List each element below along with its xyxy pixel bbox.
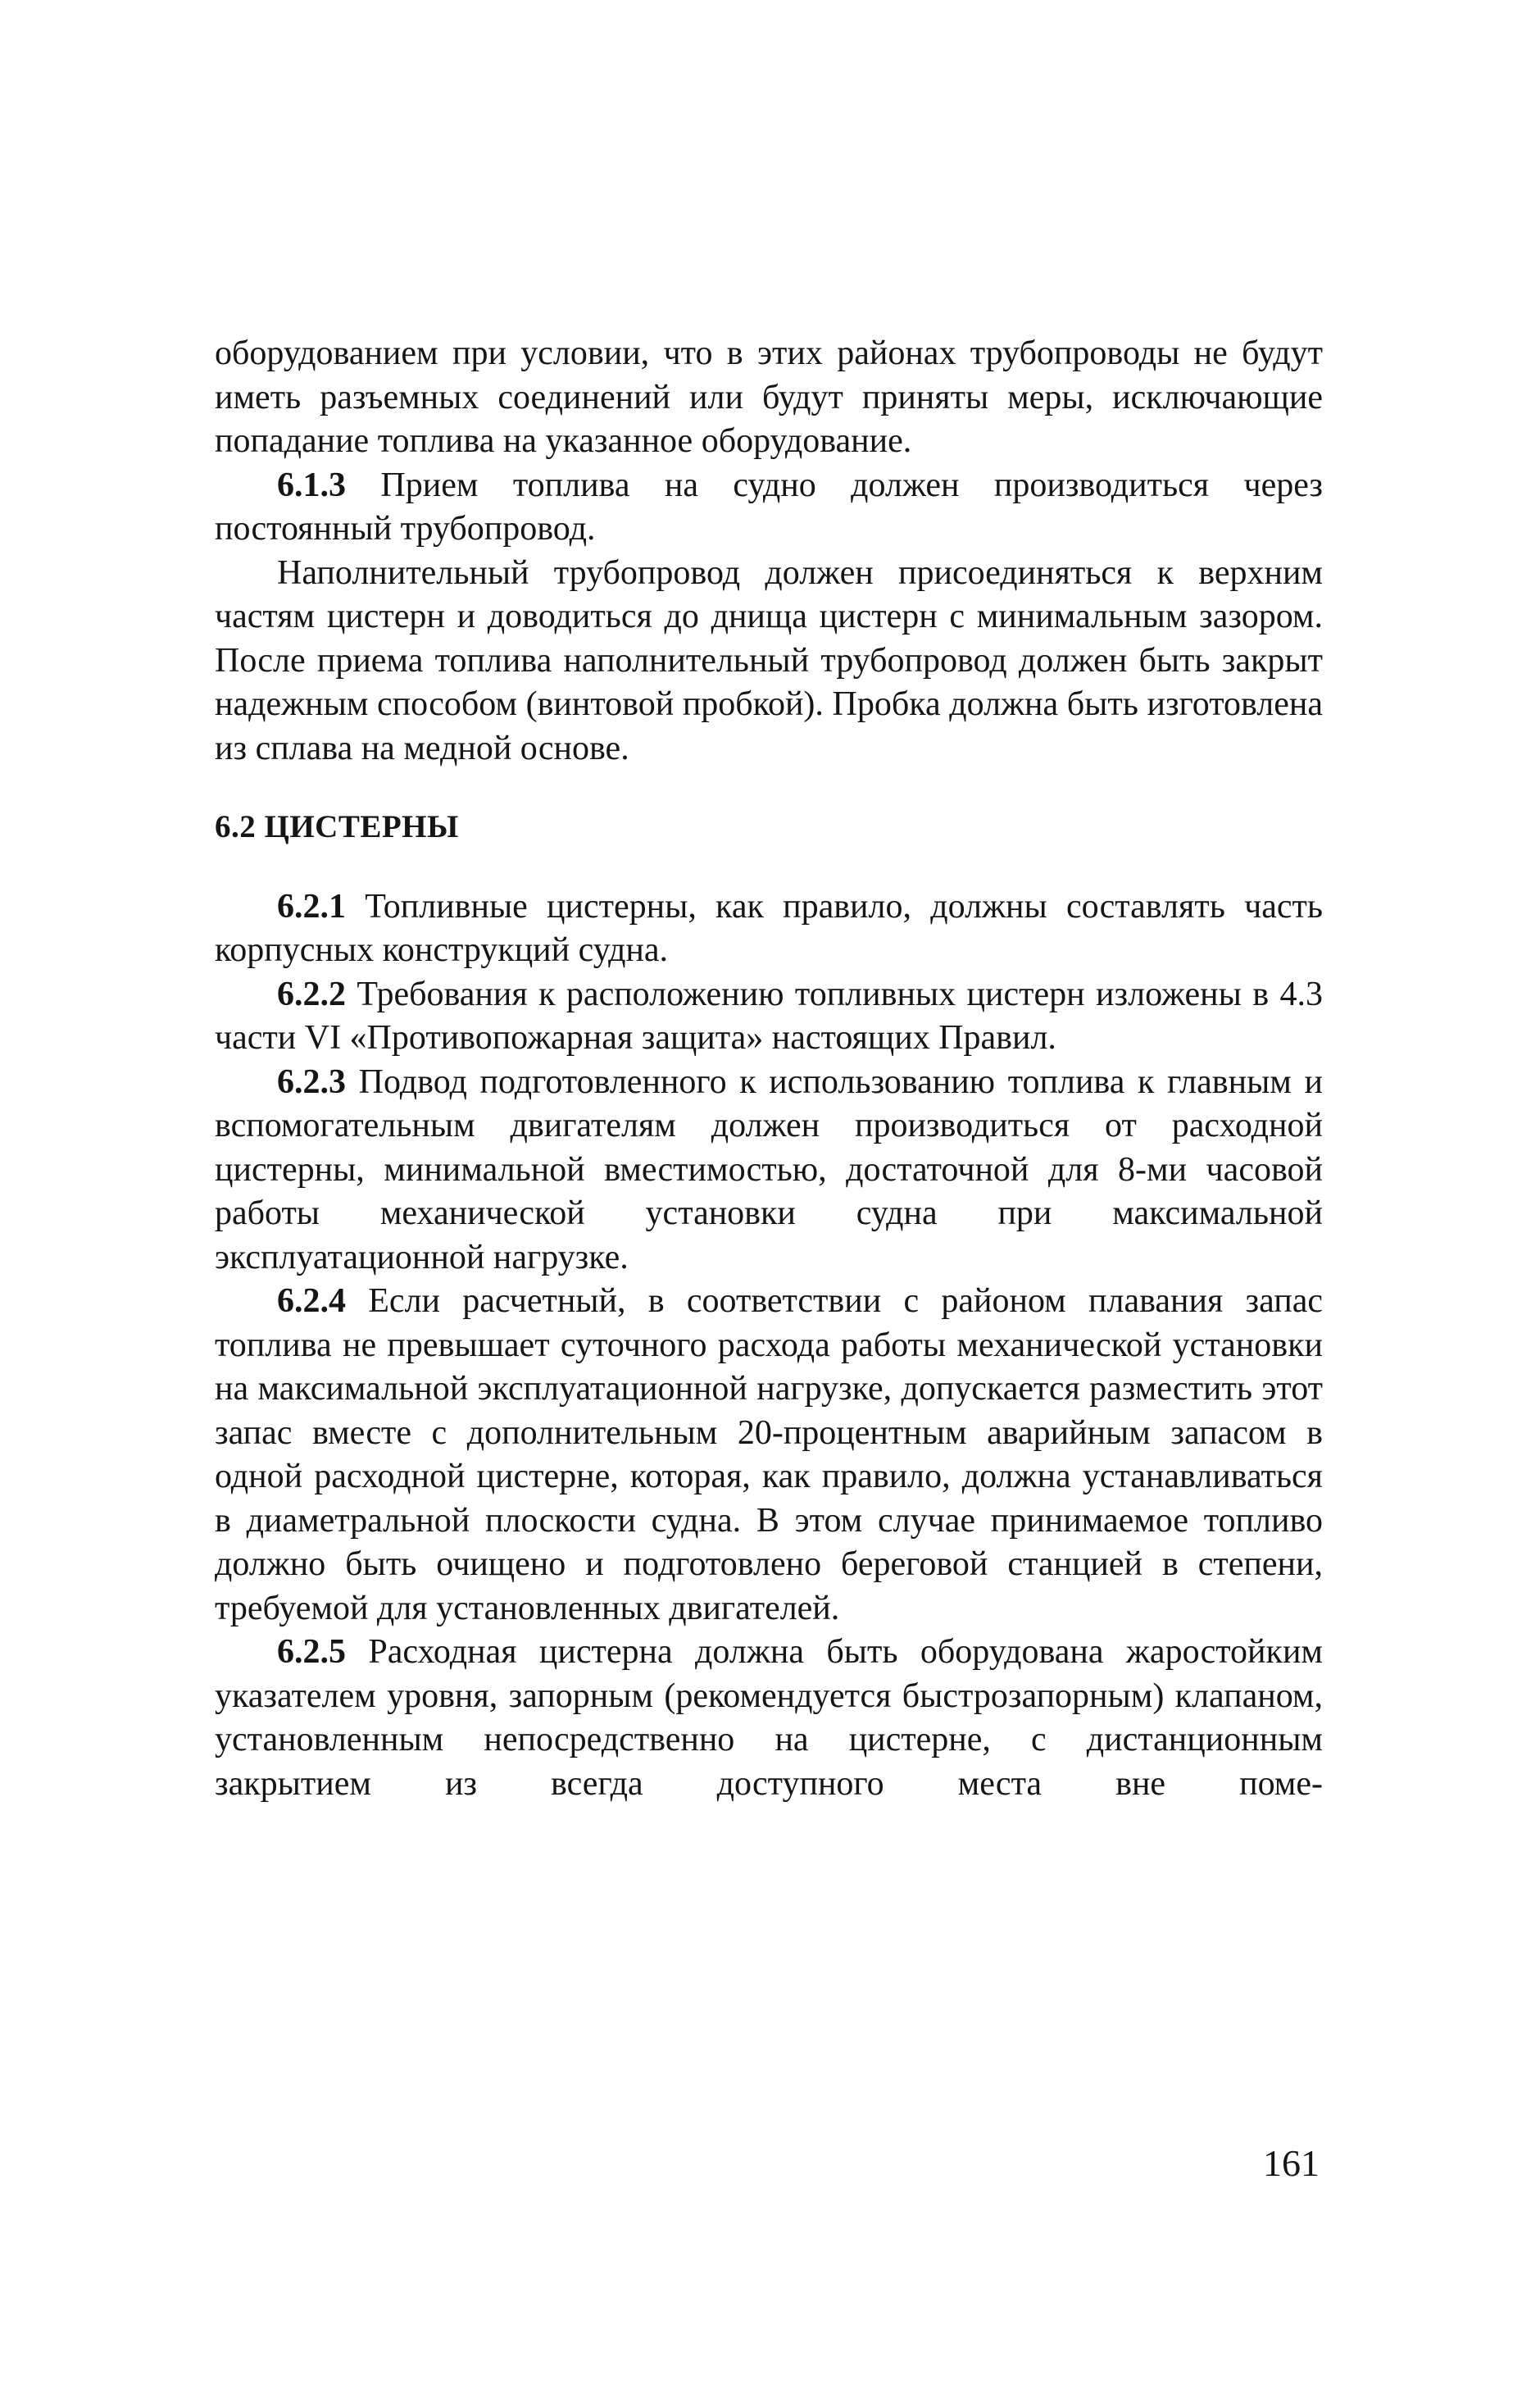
paragraph-text: Подвод подготовленного к использованию топлива к главным и вспомогательным двигателям должен производиться от расходной цистерны, минимальной вместимостью, достаточной для 8-ми часовой работы механической установки судна при максимальной эксплуатационной нагрузке.	[215, 1062, 1323, 1276]
paragraph-6-1-3	[215, 464, 1323, 552]
clause-number: 6.2.2	[277, 975, 346, 1013]
clause-number: 6.2.1	[277, 887, 346, 926]
paragraph-text: Расходная цистерна должна быть оборудована жаростойким указателем уровня, запорным (рекомендуется быстрозапорным) клапаном, установленным непосредственно на цистерне, с дистанционным закрытием из всегда доступного места вне поме-	[215, 1633, 1323, 1803]
clause-number: 6.1.3	[277, 466, 346, 504]
page-number: 161	[1263, 2142, 1320, 2184]
clause-number: 6.2.5	[277, 1633, 346, 1671]
paragraph-6-1-3-filling-pipe	[215, 552, 1323, 771]
paragraph-6-2-4	[215, 1280, 1323, 1631]
paragraph-6-2-1	[215, 885, 1323, 973]
paragraph-6-2-3	[215, 1061, 1323, 1281]
paragraph-text: оборудованием при условии, что в этих районах трубопроводы не будут иметь разъемных соединений или будут приняты меры, исключающие попадание топлива на указанное оборудование.	[215, 334, 1323, 460]
clause-number: 6.2.3	[277, 1062, 346, 1101]
page-body	[215, 332, 1323, 1806]
paragraph-text: Если расчетный, в соответствии с районом плавания запас топлива не превышает суточного расхода работы механической установки на максимальной эксплуатационной нагрузке, допускается разместить этот запас вместе с дополнительным 20-процентным аварийным запасом в одной расходной цистерне, которая, как правило, должна устанавливаться в диаметральной плоскости судна. В этом случае принимаемое топливо должно быть очищено и подготовлено береговой станцией в степени, требуемой для установленных двигателей.	[215, 1282, 1323, 1627]
paragraph-continued	[215, 332, 1323, 464]
paragraph-text: Прием топлива на судно должен производиться через постоянный трубопровод.	[215, 466, 1323, 548]
section-heading: 6.2 ЦИСТЕРНЫ	[215, 809, 459, 844]
paragraph-6-2-2	[215, 973, 1323, 1061]
paragraph-text: Топливные цистерны, как правило, должны составлять часть корпусных конструкций судна.	[215, 887, 1323, 969]
paragraph-6-2-5	[215, 1631, 1323, 1806]
paragraph-text: Требования к расположению топливных цистерн изложены в 4.3 части VI «Противопожарная защита» настоящих Правил.	[215, 975, 1323, 1057]
paragraph-text: Наполнительный трубопровод должен присоединяться к верхним частям цистерн и доводиться до днища цистерн с минимальным зазором. После приема топлива наполнительный трубопровод должен быть закрыт надежным способом (винтовой пробкой). Пробка должна быть изготовлена из сплава на медной основе.	[215, 553, 1323, 767]
clause-number: 6.2.4	[277, 1282, 346, 1320]
